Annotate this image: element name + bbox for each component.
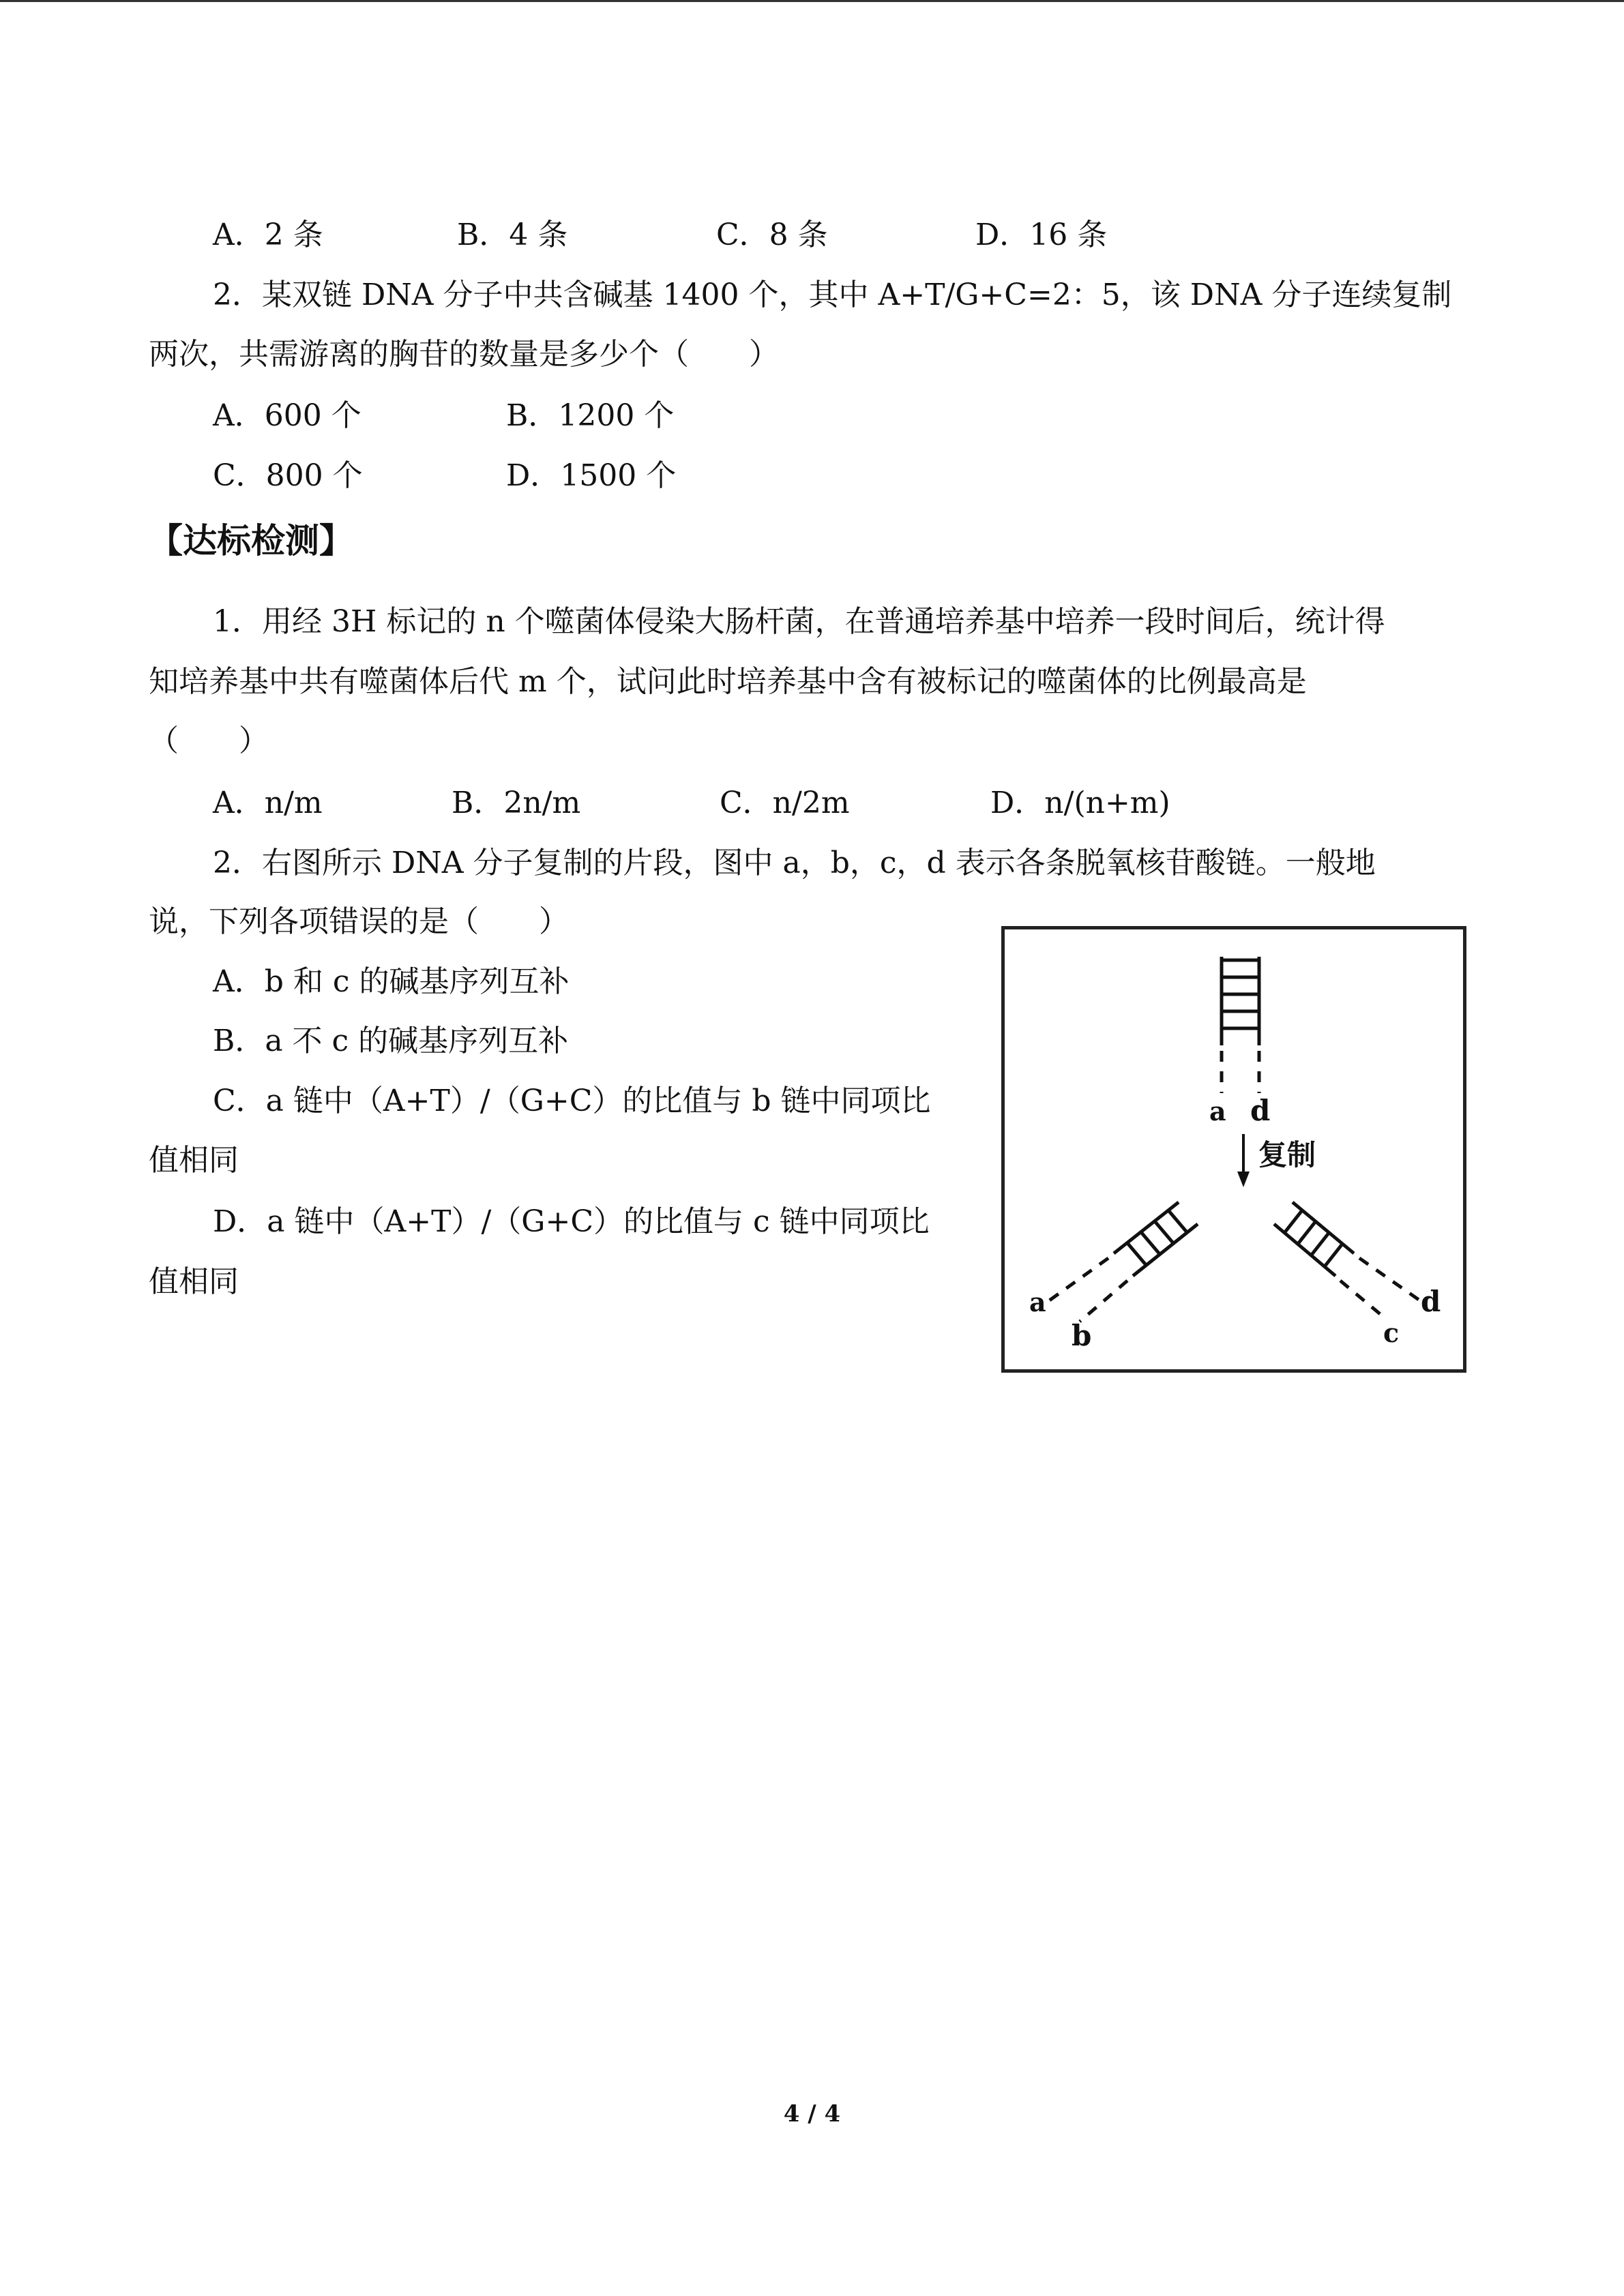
left-strand-a-dashed	[1046, 1258, 1108, 1303]
dna-replication-figure	[1001, 926, 1466, 1373]
test-q1-option-d: D．n/(n+m)	[990, 786, 1170, 820]
left-ladder-rung	[1155, 1221, 1174, 1244]
test-q2-option-c-line-1: C．a 链中（A+T）/（G+C）的比值与 b 链中同项比	[213, 1084, 931, 1118]
figure-label-a-left: a	[1029, 1287, 1046, 1317]
q2-option-d: D．1500 个	[506, 458, 677, 493]
right-ladder-rung	[1312, 1232, 1329, 1255]
right-ladder-rung	[1325, 1243, 1343, 1266]
right-branch-ladder	[1274, 1202, 1421, 1320]
prev-option-b: B．4 条	[457, 218, 568, 252]
figure-label-b-left: b	[1072, 1319, 1092, 1352]
test-q1-option-a: A．n/m	[213, 786, 323, 820]
test-q1-line-2: 知培养基中共有噬菌体后代 m 个，试问此时培养基中含有被标记的噬菌体的比例最高是	[149, 664, 1307, 699]
left-ladder-rung	[1141, 1232, 1160, 1255]
figure-label-d-top: d	[1250, 1094, 1271, 1127]
right-strand-d-dashed	[1359, 1258, 1421, 1301]
page-top-border	[0, 0, 1624, 2]
test-q2-option-a: A．b 和 c 的碱基序列互补	[213, 964, 570, 999]
right-ladder-rung	[1284, 1210, 1302, 1233]
test-q1-option-c: C．n/2m	[720, 786, 850, 820]
test-q2-option-c-line-2: 值相同	[149, 1143, 239, 1178]
left-strand-b-dashed	[1080, 1281, 1127, 1322]
left-ladder-rung	[1127, 1243, 1147, 1266]
figure-label-c-right: c	[1383, 1317, 1400, 1348]
dna-replication-diagram	[1005, 929, 1463, 1369]
q2-option-a: A．600 个	[213, 398, 361, 433]
test-q2-option-d-line-2: 值相同	[149, 1264, 239, 1299]
test-q2-option-d-line-1: D．a 链中（A+T）/（G+C）的比值与 c 链中同项比	[213, 1204, 930, 1239]
test-q2-option-b: B．a 不 c 的碱基序列互补	[213, 1024, 569, 1058]
q2-option-c: C．800 个	[213, 458, 363, 493]
test-q2-line-2: 说，下列各项错误的是（ ）	[149, 904, 569, 939]
test-q2-line-1: 2．右图所示 DNA 分子复制的片段，图中 a，b，c，d 表示各条脱氧核苷酸链。一般地	[213, 846, 1376, 880]
right-strand-c-dashed	[1340, 1281, 1387, 1320]
test-q1-line-1: 1．用经 3H 标记的 n 个噬菌体侵染大肠杆菌，在普通培养基中培养一段时间后，统计得	[213, 604, 1385, 639]
replication-arrow-icon	[1237, 1172, 1250, 1187]
q2-line-1: 2．某双链 DNA 分子中共含碱基 1400 个，其中 A+T/G+C=2：5，该 DNA 分子连续复制	[213, 278, 1452, 312]
prev-option-c: C．8 条	[716, 218, 828, 252]
q2-option-b: B．1200 个	[506, 398, 675, 433]
left-branch-ladder	[1046, 1202, 1198, 1322]
figure-label-d-right: d	[1421, 1285, 1441, 1318]
left-ladder-rung	[1168, 1210, 1187, 1233]
section-title: 【达标检测】	[149, 521, 353, 561]
test-q1-line-3: （ ）	[149, 724, 269, 758]
page-number: 4 / 4	[783, 2100, 841, 2128]
q2-line-2: 两次，共需游离的胸苷的数量是多少个（ ）	[149, 337, 779, 372]
figure-label-a-top: a	[1209, 1096, 1226, 1127]
prev-option-d: D．16 条	[975, 218, 1108, 252]
prev-option-a: A．2 条	[213, 218, 323, 252]
test-q1-option-b: B．2n/m	[452, 786, 581, 820]
right-ladder-rung	[1298, 1221, 1316, 1244]
figure-arrow-label: 复制	[1258, 1138, 1316, 1172]
